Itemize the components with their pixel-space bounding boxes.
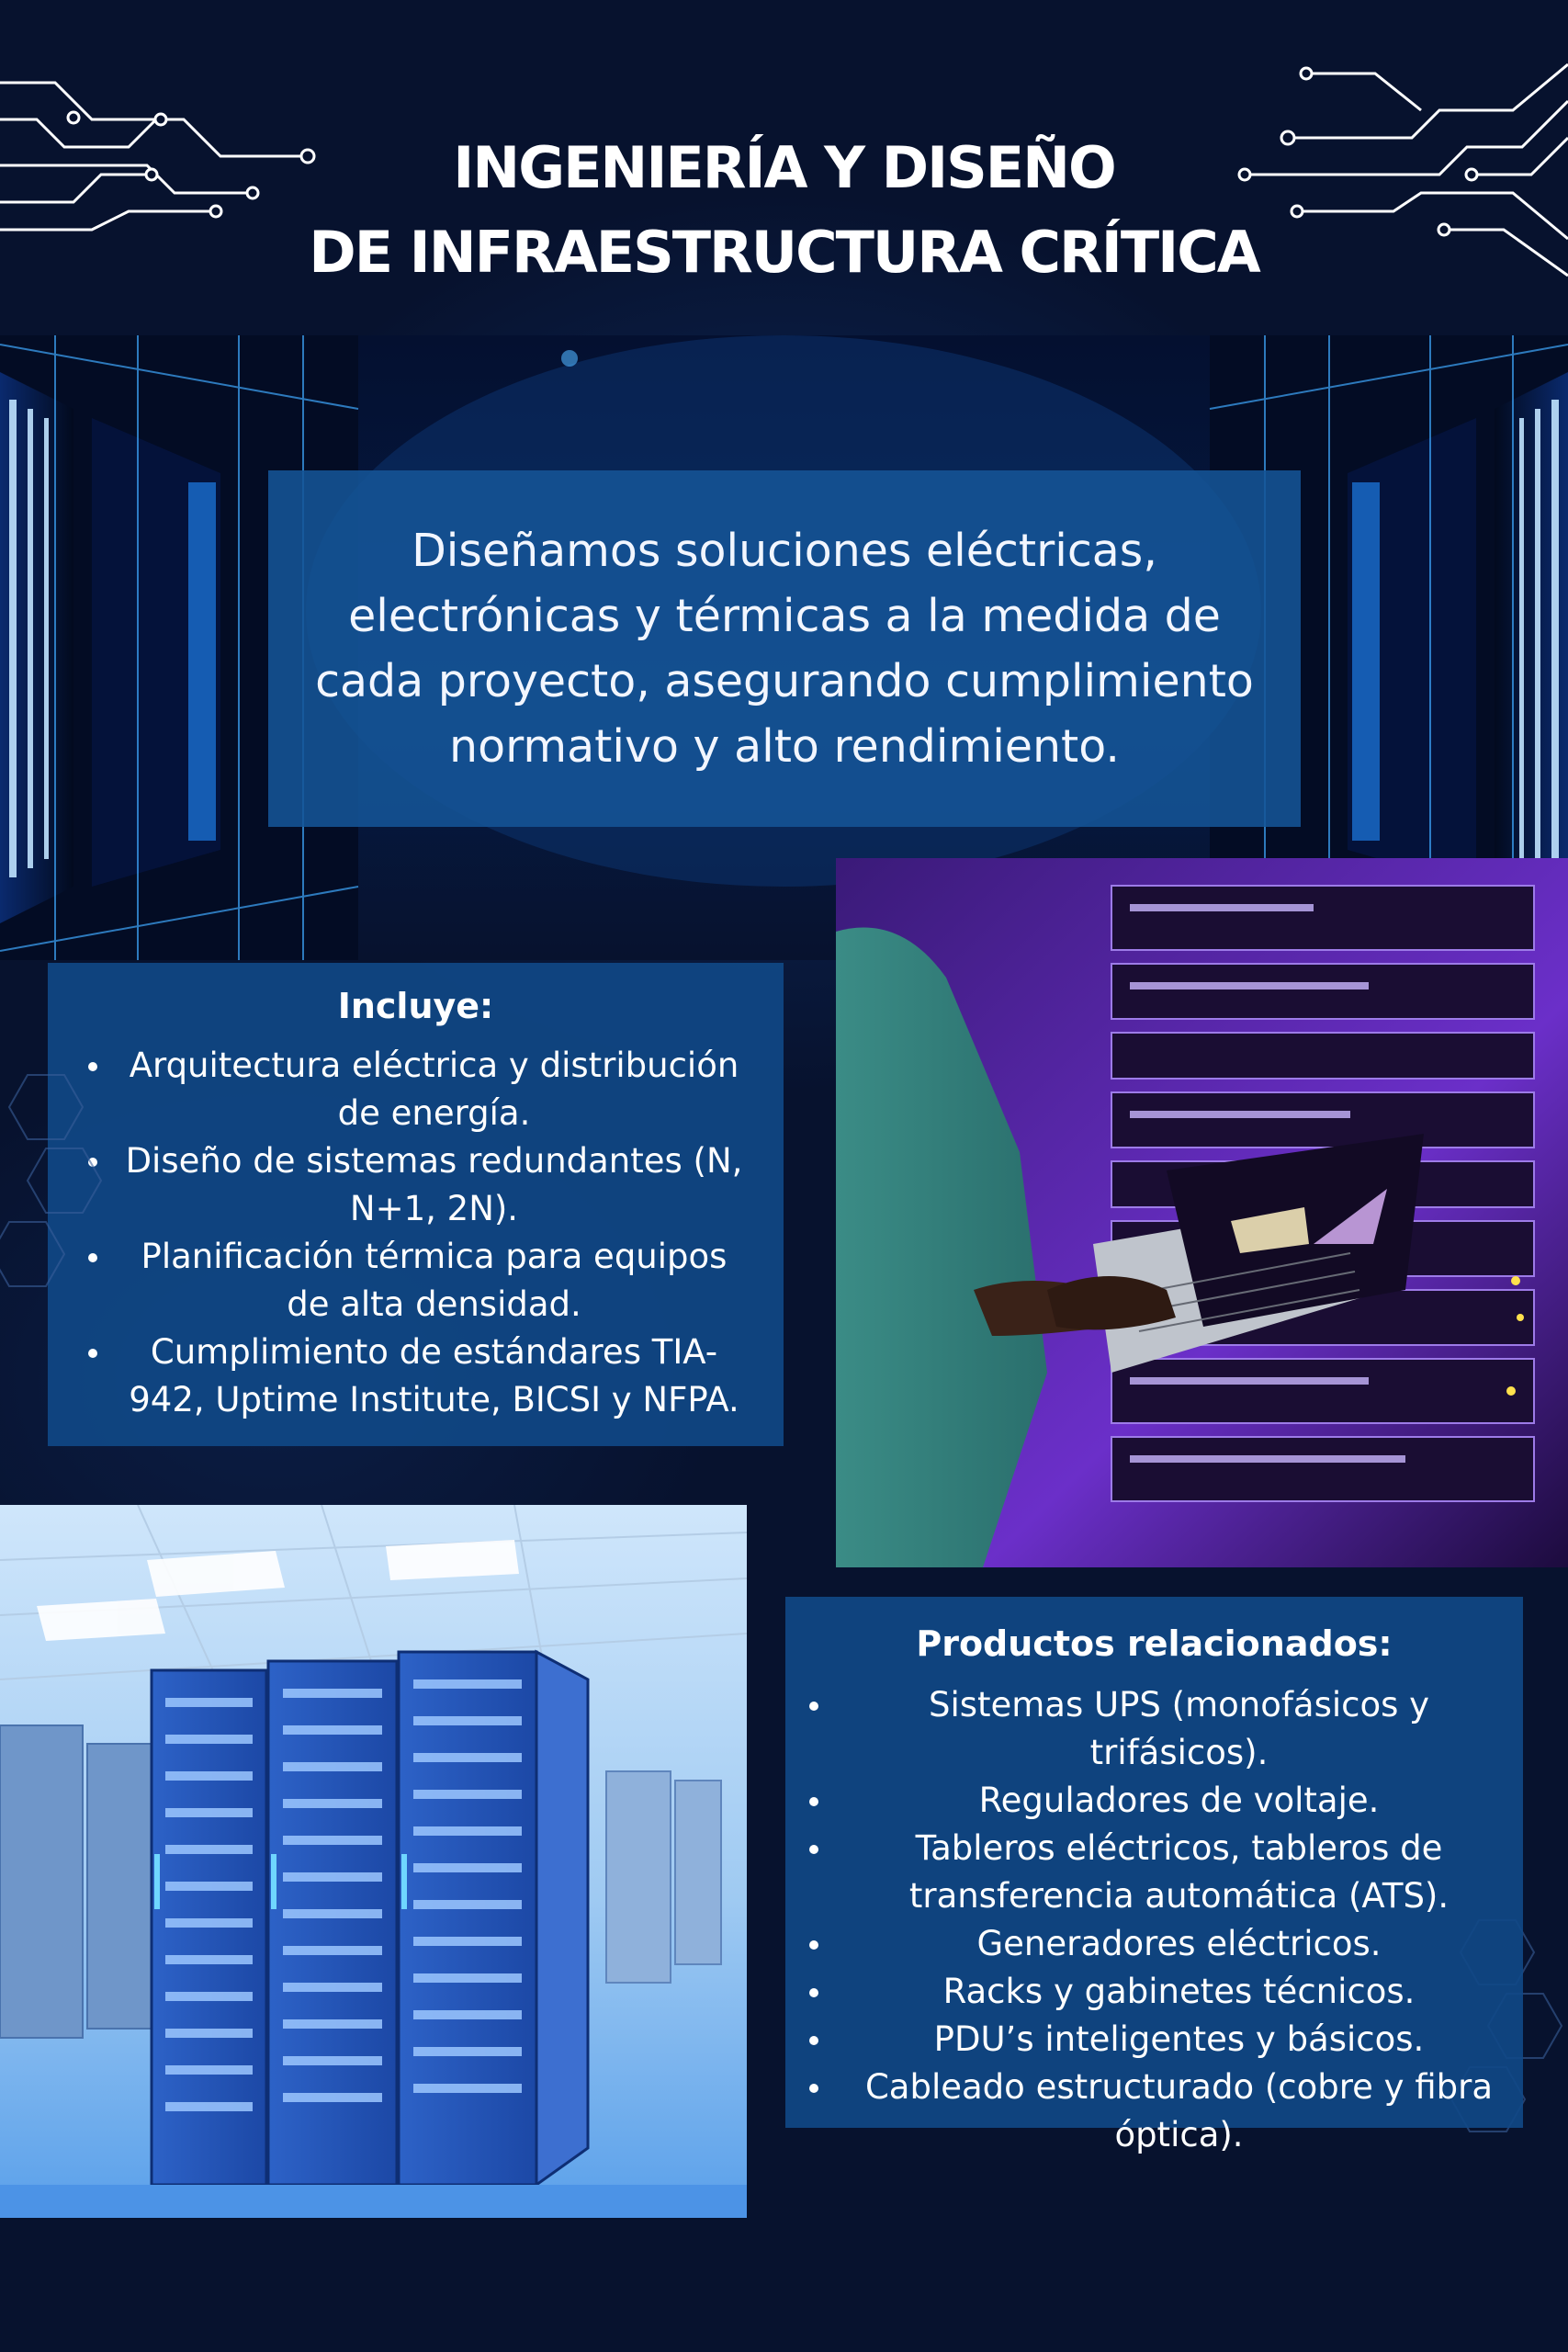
list-item-text: Tableros eléctricos, tableros de transferencia automática (ATS).	[908, 1828, 1450, 1916]
bullet-icon	[809, 1845, 818, 1854]
includes-list	[48, 1042, 784, 1424]
list-item-text: Reguladores de voltaje.	[978, 1781, 1380, 1820]
list-item-text: PDU’s inteligentes y básicos.	[933, 2019, 1425, 2059]
list-item	[842, 2064, 1516, 2159]
list-item	[842, 2016, 1516, 2064]
list-item-text: Sistemas UPS (monofásicos y trifásicos).	[928, 1685, 1430, 1772]
list-item	[842, 1825, 1516, 1920]
list-item-text: Generadores eléctricos.	[976, 1924, 1382, 1963]
bullet-icon	[809, 2036, 818, 2045]
list-item	[121, 1137, 747, 1233]
products-heading: Productos relacionados:	[916, 1623, 1393, 1664]
list-item	[121, 1329, 747, 1424]
bullet-icon	[809, 1702, 818, 1711]
list-item-text: Cumplimiento de estándares TIA-942, Uptime Institute, BICSI y NFPA.	[129, 1332, 739, 1419]
bullet-icon	[809, 1797, 818, 1806]
hexagon-pattern-icon	[0, 1066, 110, 1308]
title-line-2: DE INFRAESTRUCTURA CRÍTICA	[309, 218, 1259, 286]
list-item	[842, 1681, 1516, 1777]
list-item-text: Arquitectura eléctrica y distribución de energía.	[129, 1046, 739, 1133]
list-item-text: Racks y gabinetes técnicos.	[942, 1972, 1416, 2011]
list-item	[121, 1042, 747, 1137]
list-item-text: Diseño de sistemas redundantes (N, N+1, 2N).	[125, 1141, 743, 1228]
bullet-icon	[809, 2084, 818, 2093]
page-title	[276, 126, 1292, 295]
bullet-icon	[809, 1940, 818, 1950]
bullet-icon	[809, 1988, 818, 1997]
hero-text-panel	[268, 470, 1301, 827]
list-item-text: Cableado estructurado (cobre y fibra óptica).	[864, 2067, 1494, 2154]
list-item	[842, 1920, 1516, 1968]
technician-laptop-photo	[836, 858, 1568, 1567]
list-item	[842, 1968, 1516, 2016]
includes-heading: Incluye:	[337, 986, 494, 1026]
title-line-1: INGENIERÍA Y DISEÑO	[453, 133, 1115, 201]
list-item-text: Planificación térmica para equipos de alta densidad.	[141, 1237, 728, 1324]
list-item	[842, 1777, 1516, 1825]
includes-panel	[48, 963, 784, 1446]
list-item	[121, 1233, 747, 1329]
hero-description: Diseñamos soluciones eléctricas, electrónicas y térmicas a la medida de cada proyecto, asegurando cumplimiento normativo y alto rendimiento.	[315, 525, 1254, 773]
related-products-panel	[785, 1597, 1523, 2154]
server-room-photo	[0, 1505, 747, 2218]
bullet-icon	[88, 1349, 97, 1358]
products-list	[785, 1681, 1523, 2159]
